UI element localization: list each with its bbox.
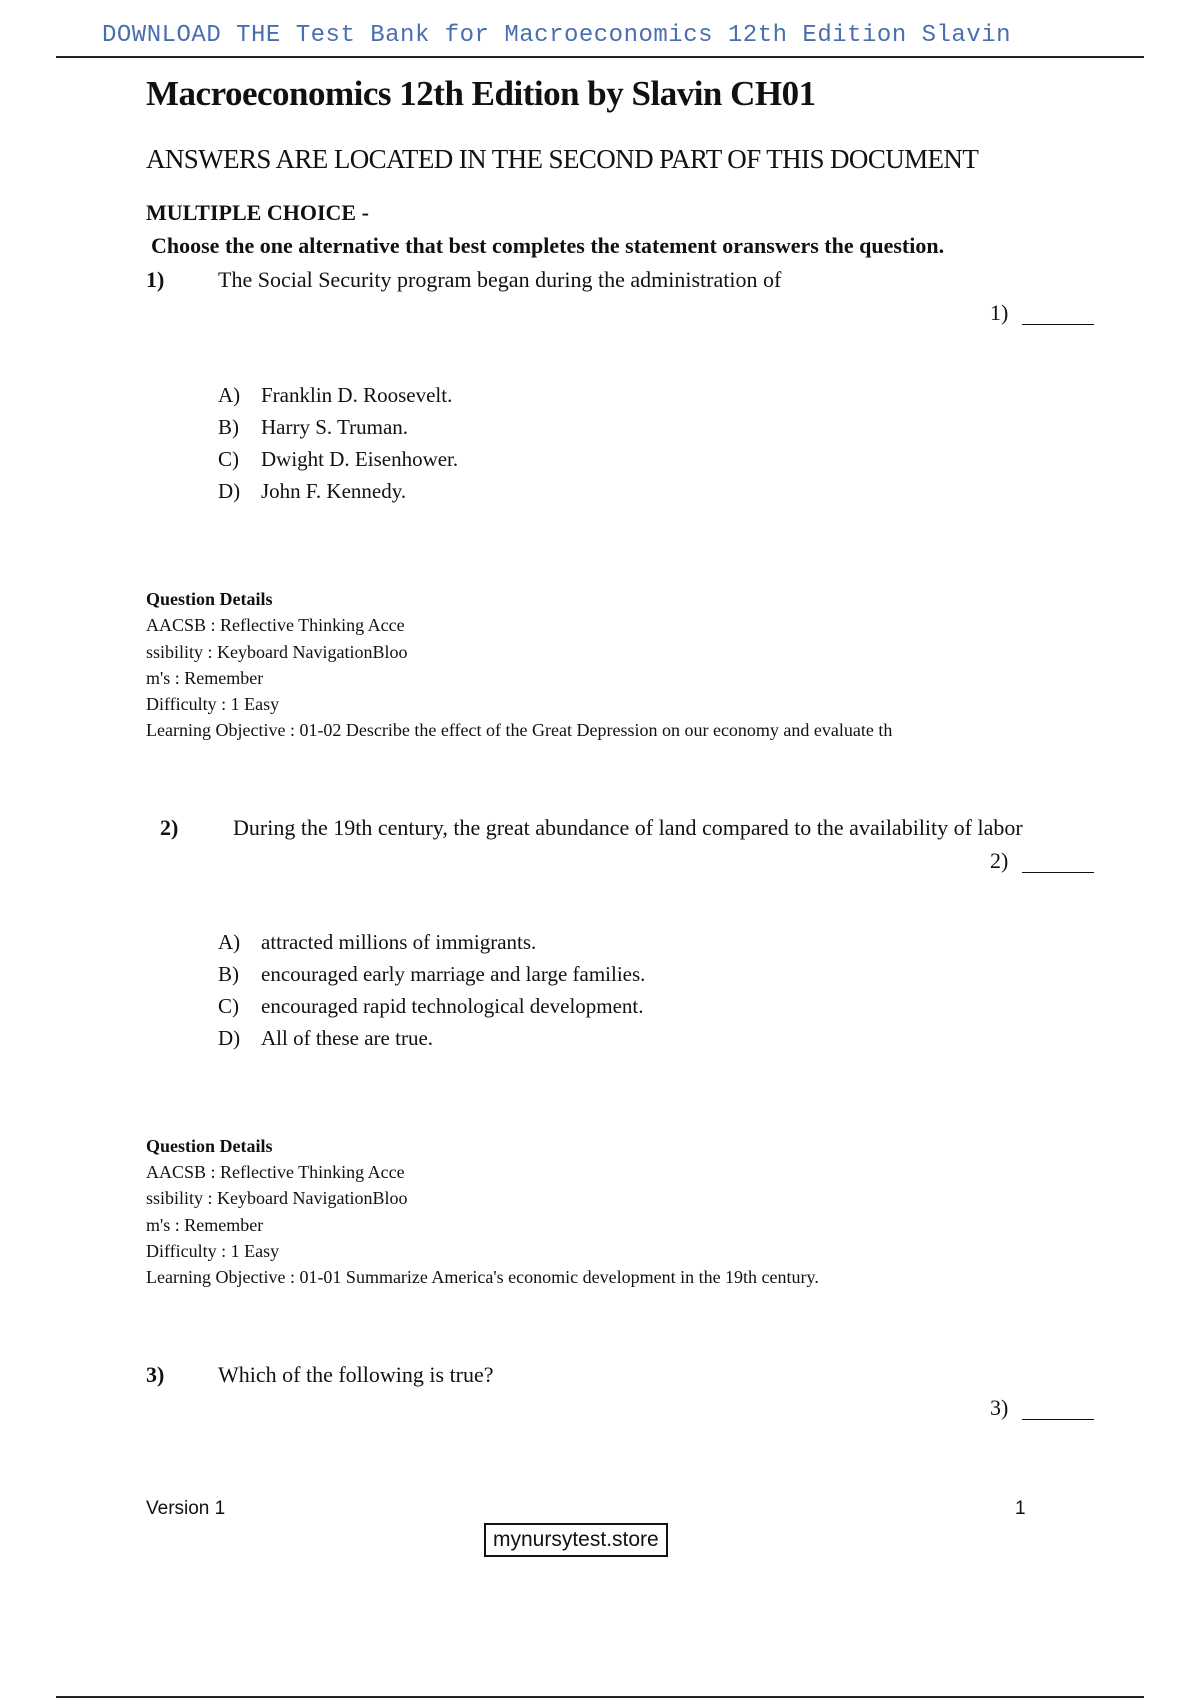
answer-blank [1022, 1419, 1094, 1420]
choice-letter: D) [218, 479, 241, 503]
footer-rule [56, 1696, 1144, 1698]
answer-label: 3) [990, 1395, 1009, 1420]
store-watermark: mynursytest.store [484, 1523, 668, 1557]
question-text: During the 19th century, the great abundance of land compared to the availability of labor [233, 815, 1023, 840]
choice-text: All of these are true. [261, 1026, 434, 1050]
details-line: Learning Objective : 01-02 Describe the effect of the Great Depression on our economy and evaluate th [146, 720, 893, 740]
answers-notice: ANSWERS ARE LOCATED IN THE SECOND PART OF THIS DOCUMENT [146, 144, 979, 174]
choice-text: John F. Kennedy. [261, 479, 407, 503]
choice-letter: A) [218, 930, 241, 954]
choice-text: Harry S. Truman. [261, 415, 409, 439]
choice-text: encouraged rapid technological development. [261, 994, 644, 1018]
question-number: 3) [146, 1362, 165, 1387]
page-number: 1 [1015, 1498, 1026, 1519]
choice-text: attracted millions of immigrants. [261, 930, 537, 954]
details-line: m's : Remember [146, 1215, 264, 1235]
choice-letter: D) [218, 1026, 241, 1050]
answer-blank [1022, 872, 1094, 873]
details-line: Difficulty : 1 Easy [146, 694, 280, 714]
details-line: Difficulty : 1 Easy [146, 1241, 280, 1261]
answer-blank [1022, 324, 1094, 325]
question-number: 2) [160, 815, 179, 840]
section-label: MULTIPLE CHOICE - [146, 200, 369, 225]
choice-letter: B) [218, 415, 239, 439]
question-details-title: Question Details [146, 589, 273, 609]
version-label: Version 1 [146, 1498, 226, 1519]
details-line: ssibility : Keyboard NavigationBloo [146, 1188, 408, 1208]
answer-label: 2) [990, 848, 1009, 873]
question-text: The Social Security program began during the administration of [218, 267, 782, 292]
details-line: AACSB : Reflective Thinking Acce [146, 1162, 405, 1182]
choice-letter: A) [218, 383, 241, 407]
choice-letter: B) [218, 962, 239, 986]
details-line: ssibility : Keyboard NavigationBloo [146, 642, 408, 662]
choice-text: Franklin D. Roosevelt. [261, 383, 453, 407]
choice-text: encouraged early marriage and large families. [261, 962, 646, 986]
question-details-title: Question Details [146, 1136, 273, 1156]
choice-letter: C) [218, 994, 239, 1018]
choice-letter: C) [218, 447, 239, 471]
instructions: Choose the one alternative that best completes the statement oranswers the question. [151, 233, 945, 258]
choice-text: Dwight D. Eisenhower. [261, 447, 459, 471]
details-line: Learning Objective : 01-01 Summarize America's economic development in the 19th century. [146, 1267, 819, 1287]
details-line: AACSB : Reflective Thinking Acce [146, 615, 405, 635]
document-title: Macroeconomics 12th Edition by Slavin CH01 [146, 74, 816, 113]
header-rule [56, 56, 1144, 58]
question-number: 1) [146, 267, 165, 292]
question-text: Which of the following is true? [218, 1362, 494, 1387]
download-banner: DOWNLOAD THE Test Bank for Macroeconomics 12th Edition Slavin [102, 22, 1012, 49]
answer-label: 1) [990, 300, 1009, 325]
details-line: m's : Remember [146, 668, 264, 688]
